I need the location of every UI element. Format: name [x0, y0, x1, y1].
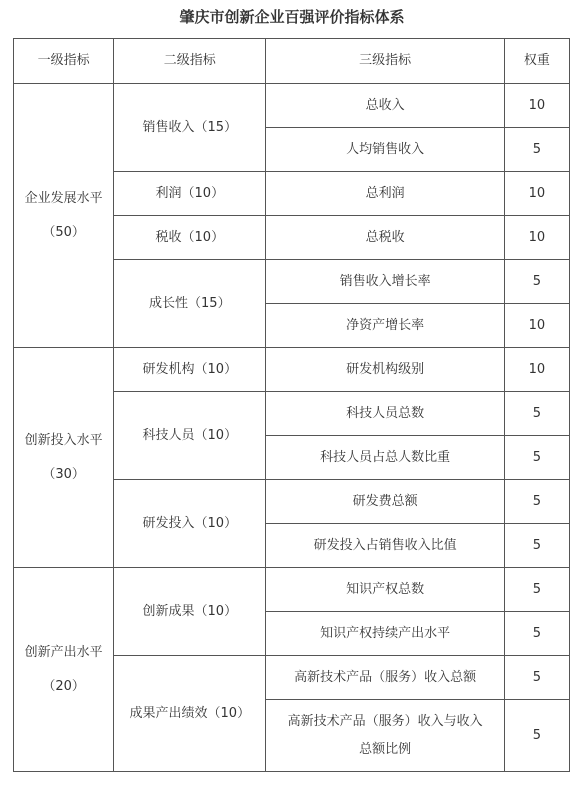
table-row [14, 84, 570, 128]
level3-cell: 研发机构级别 [266, 348, 504, 392]
level1-score: （20） [42, 678, 85, 694]
level3-cell: 科技人员总数 [266, 392, 504, 436]
level3-name-line2: 总额比例 [359, 741, 412, 757]
header-weight: 权重 [504, 39, 569, 84]
level3-cell: 科技人员占总人数比重 [266, 436, 504, 480]
level3-cell: 人均销售收入 [266, 128, 504, 172]
weight-cell: 10 [504, 84, 569, 128]
level2-cell: 创新成果（10） [114, 568, 266, 656]
level2-cell: 研发投入（10） [114, 480, 266, 568]
level2-cell: 税收（10） [114, 216, 266, 260]
weight-cell: 5 [504, 392, 569, 436]
weight-cell: 5 [504, 260, 569, 304]
header-level3: 三级指标 [266, 39, 504, 84]
weight-cell: 5 [504, 700, 569, 772]
weight-cell: 5 [504, 656, 569, 700]
level1-name: 创新产出水平 [24, 645, 103, 660]
level3-cell: 知识产权持续产出水平 [266, 612, 504, 656]
weight-cell: 5 [504, 612, 569, 656]
weight-cell: 5 [504, 480, 569, 524]
weight-cell: 5 [504, 128, 569, 172]
page-title: 肇庆市创新企业百强评价指标体系 [179, 8, 405, 26]
level2-cell: 销售收入（15） [114, 84, 266, 172]
header-level2: 二级指标 [114, 39, 266, 84]
level3-name-line1: 高新技术产品（服务）收入与收入 [287, 714, 483, 729]
table-row [14, 348, 570, 392]
weight-cell: 10 [504, 216, 569, 260]
level2-cell: 成长性（15） [114, 260, 266, 348]
weight-cell: 5 [504, 436, 569, 480]
header-level1: 一级指标 [14, 39, 114, 84]
weight-cell: 5 [504, 524, 569, 568]
level2-cell: 成果产出绩效（10） [114, 656, 266, 772]
weight-cell: 10 [504, 348, 569, 392]
level3-cell: 总收入 [266, 84, 504, 128]
level3-cell: 研发投入占销售收入比值 [266, 524, 504, 568]
level1-cell [14, 568, 114, 772]
table-header-row [14, 39, 570, 84]
level3-cell: 净资产增长率 [266, 304, 504, 348]
level1-name: 创新投入水平 [24, 433, 103, 448]
weight-cell: 5 [504, 568, 569, 612]
level3-cell [266, 700, 504, 772]
level3-cell: 高新技术产品（服务）收入总额 [266, 656, 504, 700]
level1-cell [14, 84, 114, 348]
level3-cell: 销售收入增长率 [266, 260, 504, 304]
indicator-table [13, 38, 570, 772]
level3-cell: 总税收 [266, 216, 504, 260]
level1-score: （30） [42, 466, 85, 482]
table-row [14, 568, 570, 612]
level3-cell: 知识产权总数 [266, 568, 504, 612]
weight-cell: 10 [504, 172, 569, 216]
level1-name: 企业发展水平 [24, 191, 103, 206]
level3-cell: 研发费总额 [266, 480, 504, 524]
level1-cell [14, 348, 114, 568]
weight-cell: 10 [504, 304, 569, 348]
level2-cell: 研发机构（10） [114, 348, 266, 392]
level2-cell: 利润（10） [114, 172, 266, 216]
level3-cell: 总利润 [266, 172, 504, 216]
level1-score: （50） [42, 224, 85, 240]
level2-cell: 科技人员（10） [114, 392, 266, 480]
